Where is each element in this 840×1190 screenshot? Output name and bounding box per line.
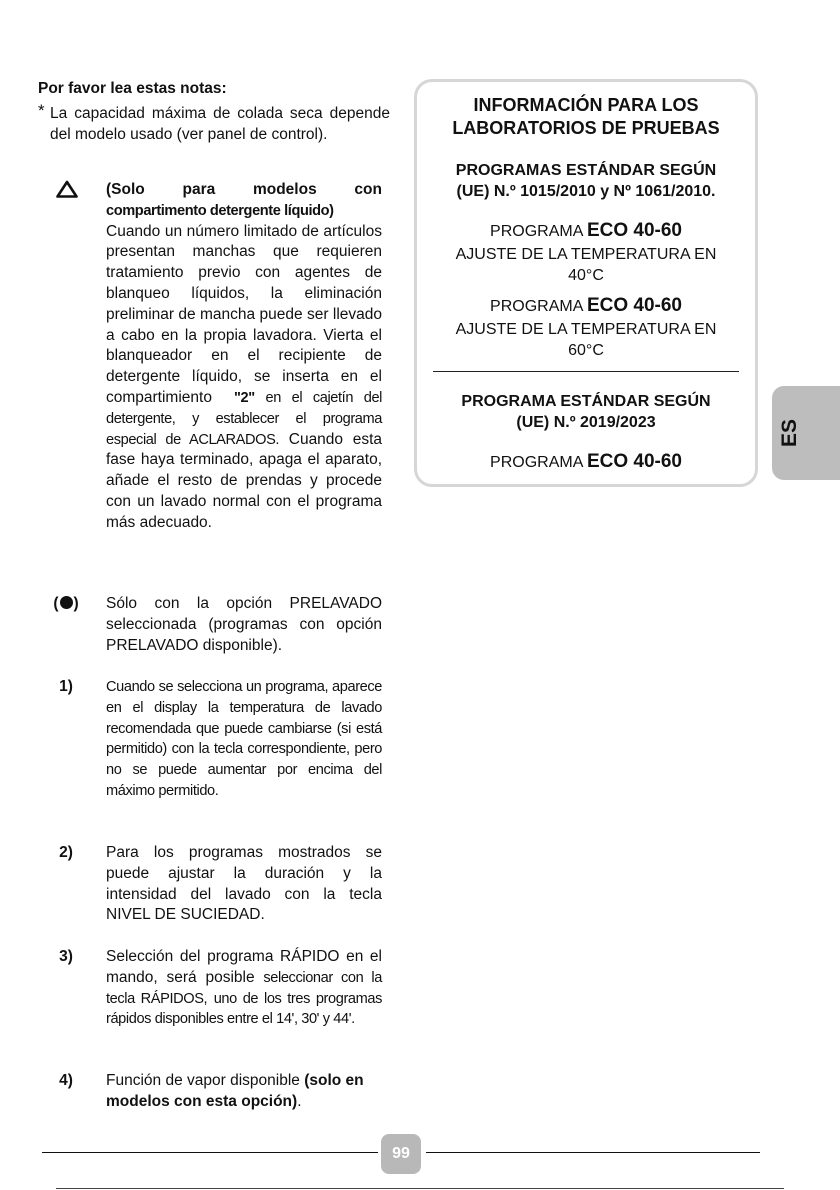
- note-number: 4): [59, 1072, 73, 1089]
- eco-program-name: ECO 40-60: [586, 295, 682, 316]
- footer-rule-left: [42, 1152, 378, 1153]
- program-label: PROGRAMA: [490, 298, 583, 315]
- note-number: 3): [59, 948, 73, 965]
- note-4: [38, 1071, 382, 1113]
- program-eco-3: [417, 451, 755, 473]
- adjust-label: AJUSTE DE LA TEMPERATURA EN: [455, 321, 717, 338]
- note-text: uno de los tres programas rápidos disponibles entre el 14', 30' y 44'.: [106, 990, 382, 1028]
- triangle-note: [38, 180, 382, 534]
- eco-program-name: ECO 40-60: [586, 451, 682, 472]
- prewash-note: [38, 594, 382, 656]
- box-title-line-1: INFORMACIÓN PARA LOS: [473, 95, 699, 115]
- program-eco-1: [417, 220, 755, 242]
- standard-programs-heading: [417, 160, 755, 202]
- note-text-bold: (solo en modelos con esta opción): [106, 1072, 364, 1110]
- capacity-note: La capacidad máxima de colada seca depende del modelo usado (ver panel de control).: [50, 105, 390, 143]
- note-number: 1): [59, 678, 73, 695]
- note-3: [38, 947, 382, 1030]
- dot-icon: [60, 596, 73, 609]
- temp-setting-2: [431, 319, 741, 361]
- prewash-marker: [38, 594, 94, 615]
- language-code: ES: [777, 418, 801, 448]
- adjust-label: AJUSTE DE LA TEMPERATURA EN: [455, 246, 717, 263]
- box-divider: [433, 371, 739, 372]
- box-title-line-2: LABORATORIOS DE PRUEBAS: [452, 118, 720, 138]
- standard-program-line-1: PROGRAMA ESTÁNDAR SEGÚN: [461, 393, 711, 410]
- triangle-note-heading: (Solo para modelos con: [106, 181, 382, 198]
- standard-programs-line-2: (UE) N.º 1015/2010 y Nº 1061/2010.: [456, 183, 716, 200]
- compartment-number: "2": [234, 389, 255, 406]
- bottom-rule: [56, 1188, 784, 1189]
- triangle-note-text-3: Cuando esta fase haya terminado, apaga el aparato, añade el resto de prendas y procede con un lavado normal con el programa más adecuado.: [106, 430, 383, 531]
- program-label: PROGRAMA: [490, 454, 583, 471]
- program-label: PROGRAMA: [490, 223, 583, 240]
- prewash-note-text: Sólo con la opción PRELAVADO seleccionada (programas con opción PRELAVADO disponible).: [106, 595, 382, 654]
- note-text: Cuando se selecciona un programa, aparece en el display la temperatura de lavado recomendada que puede cambiarse (si está permitido) con la tecla correspondiente, pero no se puede aumentar por encima del máximo permitido.: [106, 679, 382, 799]
- standard-program-2019-heading: [417, 391, 755, 433]
- triangle-note-text-2: en el cajetín del detergente, y establecer el programa especial de ACLARADOS.: [106, 389, 383, 448]
- triangle-note-text-1: Cuando un número limitado de artículos presentan manchas que requieren tratamiento previo con agentes de blanqueo líquidos, la eliminación preliminar de mancha puede ser llevado a cabo en la propia lavadora. Vierta el blanqueador en el recipiente de detergente líquido, se inserta en el compartimiento: [106, 222, 382, 406]
- note-text-end: .: [297, 1092, 302, 1110]
- page-number: 99: [381, 1134, 421, 1174]
- footer-rule-right: [426, 1152, 760, 1153]
- notes-title: Por favor lea estas notas:: [38, 80, 227, 97]
- box-title: [417, 94, 755, 140]
- triangle-note-heading-2: compartimento detergente líquido): [106, 202, 334, 219]
- language-tab: [772, 386, 840, 480]
- note-number: 2): [59, 844, 73, 861]
- paren-open: (: [53, 595, 59, 612]
- paren-close: ): [73, 595, 79, 612]
- note-text: Selección del programa RÁPIDO en el mando, será posible: [106, 948, 382, 986]
- temperature-value: 60°C: [568, 342, 604, 359]
- warning-triangle-icon: [38, 180, 94, 205]
- standard-program-line-2: (UE) N.º 2019/2023: [516, 414, 656, 431]
- eco-program-name: ECO 40-60: [586, 220, 682, 241]
- asterisk-marker: *: [38, 101, 45, 120]
- note-2: [38, 843, 382, 926]
- temp-setting-1: [431, 244, 741, 286]
- note-text: Para los programas mostrados se puede ajustar la duración y la intensidad del lavado con la tecla NIVEL DE SUCIEDAD.: [106, 844, 382, 924]
- standard-programs-line-1: PROGRAMAS ESTÁNDAR SEGÚN: [455, 162, 717, 179]
- program-eco-2: [417, 295, 755, 317]
- note-text: Función de vapor disponible: [106, 1072, 300, 1089]
- temperature-value: 40°C: [568, 267, 604, 284]
- lab-info-box: [414, 79, 758, 487]
- note-text: seleccionar con la tecla RÁPIDOS,: [106, 969, 382, 1007]
- note-1: [38, 677, 382, 802]
